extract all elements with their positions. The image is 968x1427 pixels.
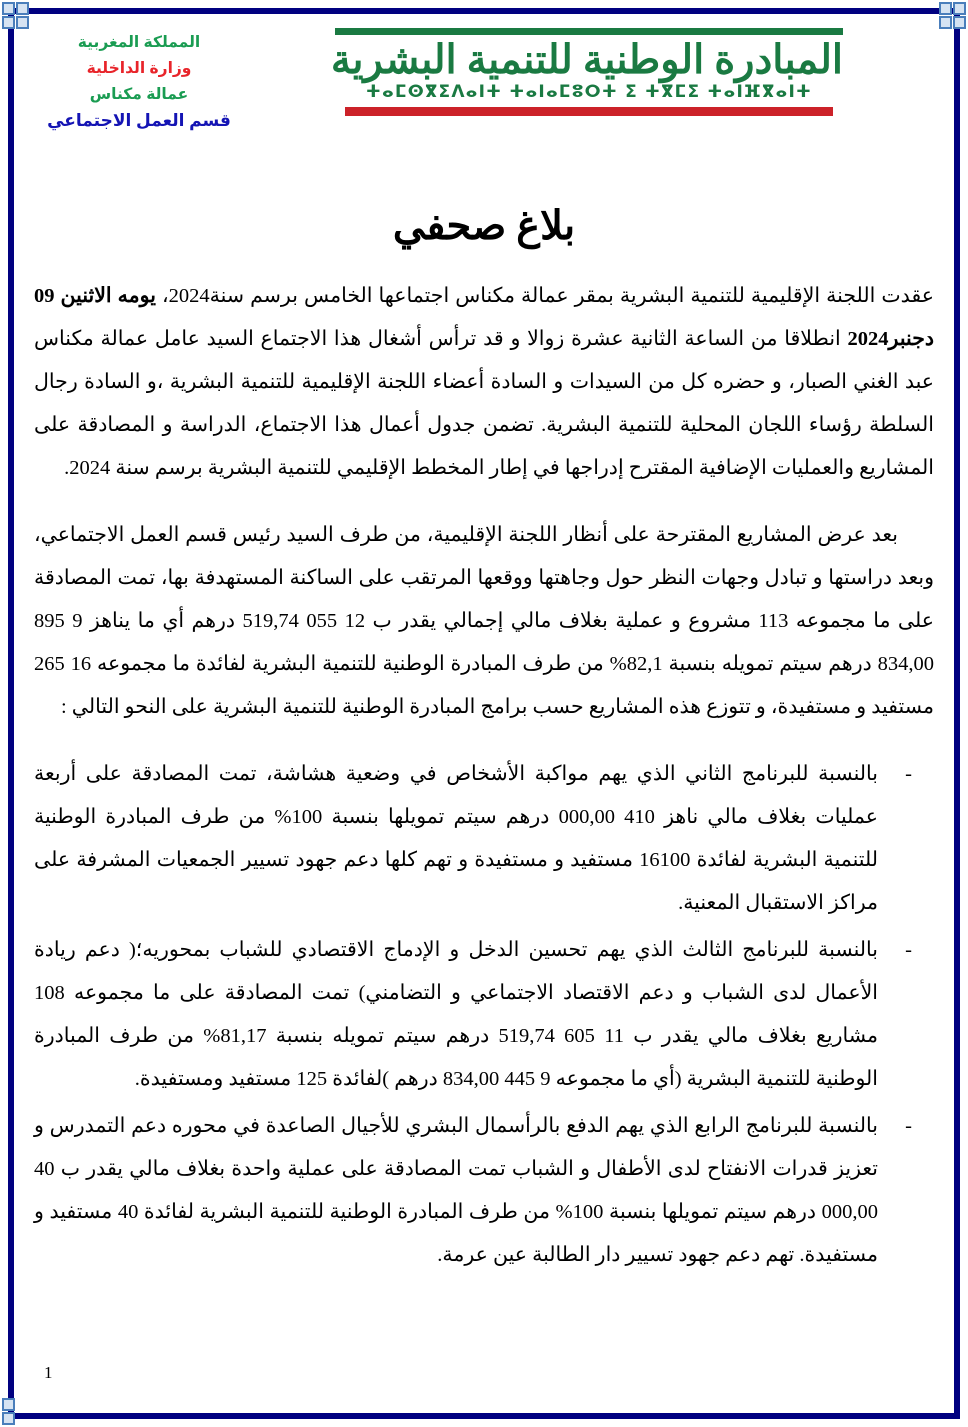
resize-handle-top-right-d[interactable] (939, 16, 952, 29)
bullet-marker-icon: - (905, 1115, 912, 1137)
resize-handle-bottom-left-b[interactable] (2, 1398, 15, 1411)
paragraph-intro (34, 275, 934, 490)
resize-handle-top-right-c[interactable] (953, 16, 966, 29)
resize-handle-top-left-b[interactable] (16, 2, 29, 15)
list-item (34, 753, 934, 925)
org-line-ministry: وزارة الداخلية (86, 60, 192, 77)
org-line-kingdom: المملكة المغربية (77, 34, 201, 51)
resize-handle-top-left-d[interactable] (16, 16, 29, 29)
logo-green-bar (335, 28, 843, 35)
document-content (34, 22, 934, 1401)
bullet-marker-icon: - (905, 763, 912, 785)
list-item-text: بالنسبة للبرنامج الرابع الذي يهم الدفع بالرأسمال البشري للأجيال الصاعدة في محوره دعم التمدرس و تعزيز قدرات الانفتاح لدى الأطفال و الشباب تمت المصادقة على عملية واحدة بغلاف مالي يقدر ب 40 000,00 درهم سيتم تمويلها بنسبة 100% من طرف المبادرة الوطنية للتنمية البشرية لفائدة 40 مستفيد و مستفيدة. تهم دعم جهود تسيير دار الطالبة عين عرمة. (34, 1115, 879, 1266)
page-number: 1 (44, 1363, 53, 1382)
paragraph-intro-seg1: عقدت اللجنة الإقليمية للتنمية البشرية بمقر عمالة مكناس اجتماعها الخامس برسم سنة2024، (155, 285, 935, 307)
logo-red-bar (345, 107, 833, 116)
organization-header (34, 22, 244, 134)
list-item-text: بالنسبة للبرنامج الثاني الذي يهم مواكبة الأشخاص في وضعية هشاشة، تمت المصادقة على أربعة عمليات بغلاف مالي ناهز 410 000,00 درهم سيتم تمويلها بنسبة 100% من طرف المبادرة الوطنية للتنمية البشرية لفائدة 16100 مستفيد و مستفيدة و تهم كلها دعم جهود تسيير الجمعيات المشرفة على مراكز الاستقبال المعنية. (34, 763, 879, 914)
resize-handle-top-left[interactable] (2, 2, 15, 15)
masthead (34, 22, 934, 154)
logo-arabic-text: المبادرة الوطنية للتنمية البشرية (330, 37, 843, 82)
list-item (34, 929, 934, 1101)
resize-handle-top-left-c[interactable] (2, 16, 15, 29)
bullet-marker-icon: - (905, 939, 912, 961)
list-item-text: بالنسبة للبرنامج الثالث الذي يهم تحسين الدخل و الإدماج الاقتصادي للشباب بمحوريه؛( دعم ريادة الأعمال لدى الشباب و دعم الاقتصاد الاجتماعي و التضامني) تمت المصادقة على ما مجموعه 108 مشاريع بغلاف مالي يقدر ب 11 605 519,74 درهم سيتم تمويله بنسبة 81,17% من طرف المبادرة الوطنية للتنمية البشرية (أي ما مجموعه 9 445 834,00 درهم )لفائدة 125 مستفيد ومستفيدة. (34, 939, 879, 1090)
resize-handle-top-right[interactable] (953, 2, 966, 15)
org-line-department: قسم العمل الاجتماعي (47, 111, 231, 130)
paragraph-intro-date: يومه الاثنين 09 دجنبر2024 (34, 285, 934, 350)
paragraph-approval: بعد عرض المشاريع المقترحة على أنظار اللجنة الإقليمية، من طرف السيد رئيس قسم العمل الاجتماعي، وبعد دراستها و تبادل وجهات النظر حول وجاهتها ووقعها المرتقب على الساكنة المستهدفة بها، تمت المصادقة على ما مجموعه 113 مشروع و عملية بغلاف مالي إجمالي يقدر ب 12 055 519,74 درهم أي ما يناهز 9 895 834,00 درهم سيتم تمويله بنسبة 82,1% من طرف المبادرة الوطنية للتنمية البشرية لفائدة ما مجموعه 16 265 مستفيد و مستفيدة، و تتوزع هذه المشاريع حسب برامج المبادرة الوطنية للتنمية البشرية على النحو التالي : (34, 524, 935, 718)
resize-handle-bottom-left[interactable] (2, 1412, 15, 1425)
org-line-prefecture: عمالة مكناس (89, 86, 189, 103)
program-list (34, 753, 934, 1277)
resize-handle-top-right-b[interactable] (939, 2, 952, 15)
page-title: بلاغ صحفي (392, 203, 576, 248)
logo-tifinagh-text: ⵜⴰⵎⵙⴳⵉⴷⴰⵏⵜ ⵜⴰⵏⴰⵎⵓⵔⵜ ⵉ ⵜⴳⵎⵉ ⵜⴰⵏⴼⴳⴰⵏⵜ (365, 82, 813, 102)
list-item (34, 1105, 934, 1277)
indh-logo (244, 22, 934, 116)
document-body (34, 275, 934, 1277)
paragraph-intro-seg3: انطلاقا من الساعة الثانية عشرة زوالا و قد ترأس أشغال هذا الاجتماع السيد عامل عمالة مكناس عبد الغني الصبار، و حضره كل من السيدات و السادة أعضاء اللجنة الإقليمية للتنمية البشرية ،و السادة رجال السلطة رؤساء اللجان المحلية للتنمية البشرية. تضمن جدول أعمال هذا الاجتماع، الدراسة و المصادقة على المشاريع والعمليات الإضافية المقترح إدراجها في إطار المخطط الإقليمي للتنمية البشرية برسم سنة 2024. (34, 328, 934, 479)
